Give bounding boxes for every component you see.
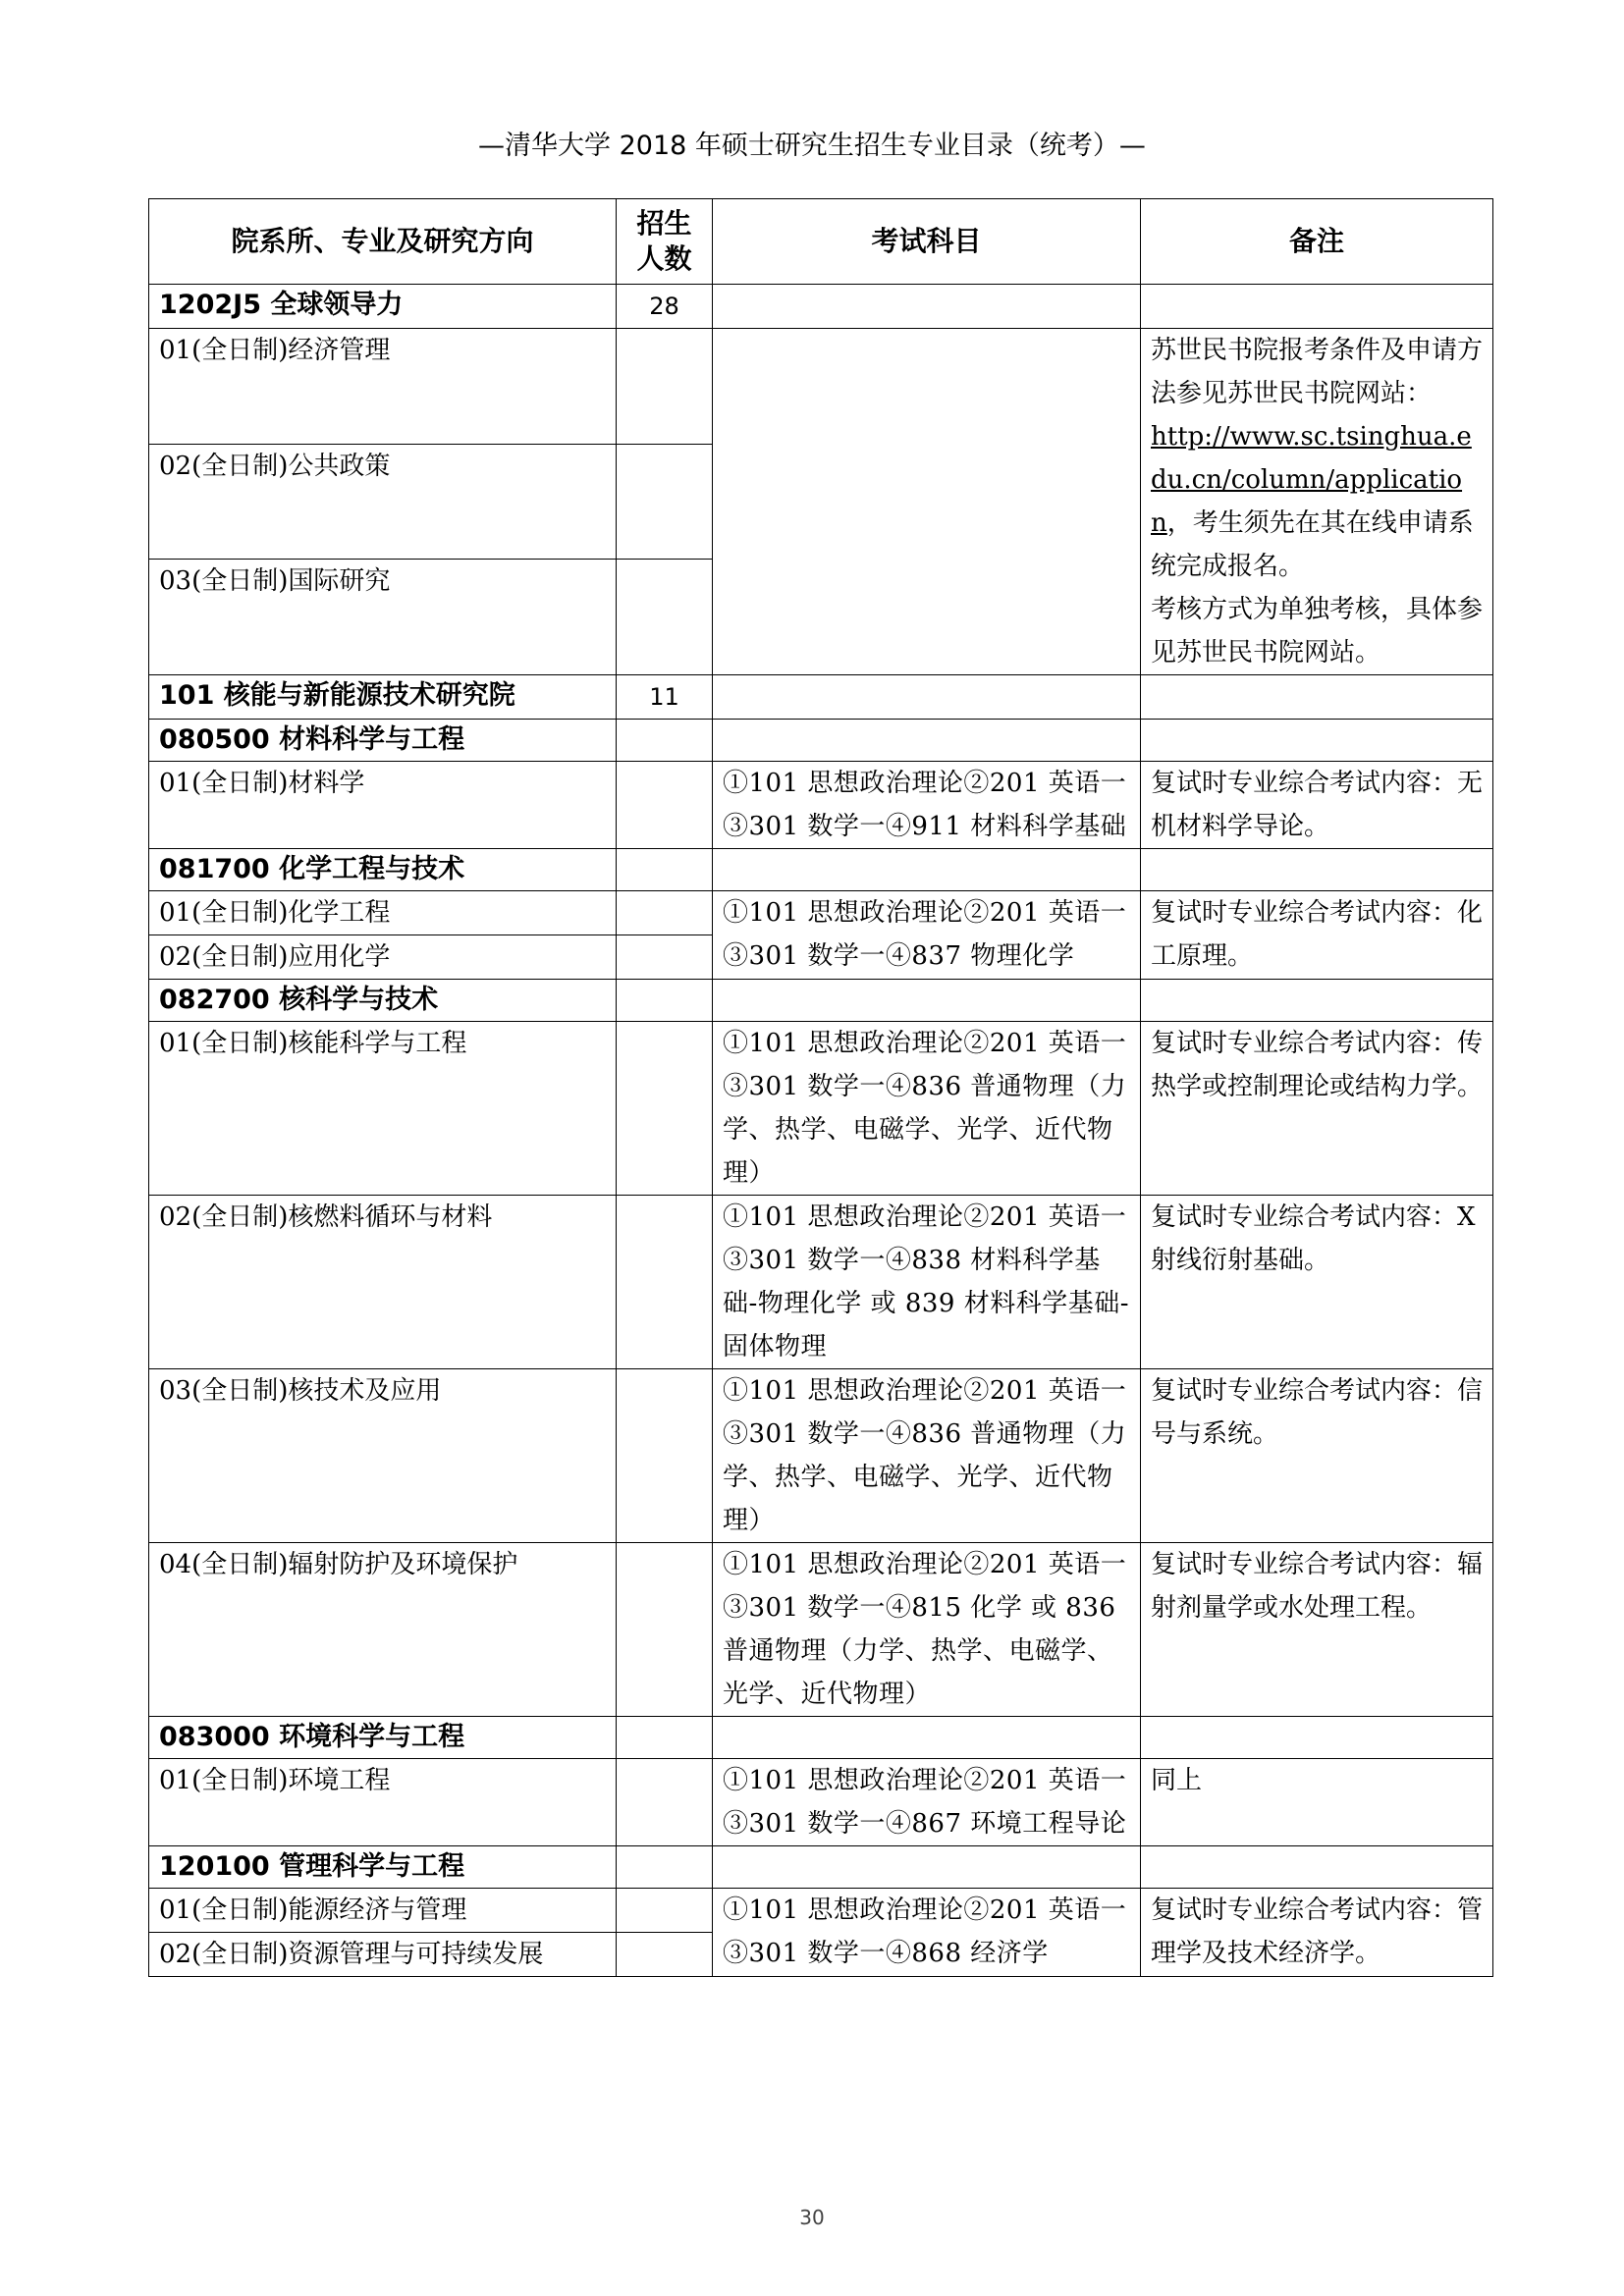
- direction-cell: 02(全日制)核燃料循环与材料: [149, 1196, 617, 1369]
- table-row: [149, 1196, 1493, 1369]
- column-header-program: 院系所、专业及研究方向: [149, 199, 617, 285]
- enrollment-count: [617, 720, 713, 762]
- note-cell: 复试时专业综合考试内容：辐射剂量学或水处理工程。: [1141, 1543, 1493, 1717]
- direction-cell: 03(全日制)国际研究: [149, 560, 617, 675]
- column-header-enrollment: [617, 199, 713, 285]
- note-cell: [1141, 329, 1493, 675]
- enrollment-count: [617, 1543, 713, 1717]
- table-row: [149, 891, 1493, 935]
- direction-cell: 02(全日制)资源管理与可持续发展: [149, 1933, 617, 1977]
- exam-cell: [713, 285, 1141, 329]
- major-title: 081700 化学工程与技术: [149, 849, 617, 891]
- major-title: 1202J5 全球领导力: [149, 285, 617, 329]
- enrollment-count: [617, 980, 713, 1022]
- note-cell: [1141, 720, 1493, 762]
- note-cell: [1141, 1846, 1493, 1889]
- enrollment-count: 28: [617, 285, 713, 329]
- table-row: [149, 849, 1493, 891]
- page-number: 30: [799, 2206, 825, 2229]
- exam-cell: [713, 1846, 1141, 1889]
- enrollment-count: [617, 1196, 713, 1369]
- exam-cell: [713, 675, 1141, 720]
- exam-cell: [713, 980, 1141, 1022]
- note-cell: 同上: [1141, 1759, 1493, 1846]
- exam-cell: [713, 720, 1141, 762]
- table-row: [149, 1543, 1493, 1717]
- enrollment-count: [617, 1717, 713, 1759]
- exam-cell: ①101 思想政治理论②201 英语一③301 数学一④868 经济学: [713, 1889, 1141, 1977]
- direction-cell: 01(全日制)化学工程: [149, 891, 617, 935]
- note-cell: [1141, 1717, 1493, 1759]
- table-row: [149, 980, 1493, 1022]
- enrollment-count: [617, 762, 713, 849]
- note-cell: 复试时专业综合考试内容：化工原理。: [1141, 891, 1493, 980]
- column-header-enrollment-line2: 人数: [636, 242, 692, 275]
- exam-cell: ①101 思想政治理论②201 英语一③301 数学一④836 普通物理（力学、热学、电磁学、光学、近代物理）: [713, 1369, 1141, 1543]
- enrollment-count: [617, 560, 713, 675]
- enrollment-count: [617, 1022, 713, 1196]
- major-title: 080500 材料科学与工程: [149, 720, 617, 762]
- note-cell: [1141, 980, 1493, 1022]
- exam-cell: [713, 849, 1141, 891]
- note-cell: 复试时专业综合考试内容：管理学及技术经济学。: [1141, 1889, 1493, 1977]
- note-text: 考核方式为单独考核，具体参见苏世民书院网站。: [1151, 595, 1484, 667]
- direction-cell: 02(全日制)应用化学: [149, 935, 617, 980]
- table-row: [149, 762, 1493, 849]
- note-text: ，考生须先在其在线申请系统完成报名。: [1151, 508, 1474, 581]
- column-header-exam: 考试科目: [713, 199, 1141, 285]
- exam-cell: ①101 思想政治理论②201 英语一③301 数学一④838 材料科学基础-物理化学 或 839 材料科学基础-固体物理: [713, 1196, 1141, 1369]
- exam-cell: ①101 思想政治理论②201 英语一③301 数学一④815 化学 或 836 普通物理（力学、热学、电磁学、光学、近代物理）: [713, 1543, 1141, 1717]
- major-title: 083000 环境科学与工程: [149, 1717, 617, 1759]
- major-title: 120100 管理科学与工程: [149, 1846, 617, 1889]
- enrollment-count: [617, 1933, 713, 1977]
- column-header-note: 备注: [1141, 199, 1493, 285]
- direction-cell: 01(全日制)能源经济与管理: [149, 1889, 617, 1933]
- page-title: —清华大学 2018 年硕士研究生招生专业目录（统考）—: [478, 131, 1146, 161]
- direction-cell: 01(全日制)材料学: [149, 762, 617, 849]
- major-title: 082700 核科学与技术: [149, 980, 617, 1022]
- table-row: [149, 720, 1493, 762]
- department-title: 101 核能与新能源技术研究院: [149, 675, 617, 720]
- program-catalog-table: [148, 198, 1493, 1977]
- table-row: [149, 675, 1493, 720]
- table-row: [149, 1846, 1493, 1889]
- exam-cell: ①101 思想政治理论②201 英语一③301 数学一④836 普通物理（力学、热学、电磁学、光学、近代物理）: [713, 1022, 1141, 1196]
- note-text: 苏世民书院报考条件及申请方法参见苏世民书院网站：: [1151, 336, 1484, 408]
- table-row: [149, 1717, 1493, 1759]
- enrollment-count: [617, 1846, 713, 1889]
- direction-cell: 04(全日制)辐射防护及环境保护: [149, 1543, 617, 1717]
- table-row: [149, 1759, 1493, 1846]
- column-header-enrollment-line1: 招生: [636, 207, 692, 240]
- enrollment-count: 11: [617, 675, 713, 720]
- enrollment-count: [617, 935, 713, 980]
- note-cell: [1141, 675, 1493, 720]
- exam-cell: [713, 1717, 1141, 1759]
- direction-cell: 02(全日制)公共政策: [149, 444, 617, 560]
- enrollment-count: [617, 849, 713, 891]
- table-row: [149, 1369, 1493, 1543]
- enrollment-count: [617, 1369, 713, 1543]
- exam-cell: [713, 329, 1141, 675]
- enrollment-count: [617, 444, 713, 560]
- enrollment-count: [617, 329, 713, 445]
- note-cell: [1141, 849, 1493, 891]
- direction-cell: 01(全日制)经济管理: [149, 329, 617, 445]
- enrollment-count: [617, 1759, 713, 1846]
- enrollment-count: [617, 1889, 713, 1933]
- note-cell: 复试时专业综合考试内容：传热学或控制理论或结构力学。: [1141, 1022, 1493, 1196]
- note-cell: 复试时专业综合考试内容：X 射线衍射基础。: [1141, 1196, 1493, 1369]
- note-cell: 复试时专业综合考试内容：无机材料学导论。: [1141, 762, 1493, 849]
- table-row: [149, 329, 1493, 445]
- schwarzman-college-link[interactable]: http://www.sc.tsinghua.edu.cn/column/application: [1151, 422, 1472, 538]
- direction-cell: 03(全日制)核技术及应用: [149, 1369, 617, 1543]
- note-cell: 复试时专业综合考试内容：信号与系统。: [1141, 1369, 1493, 1543]
- table-row: [149, 1889, 1493, 1933]
- table-header-row: [149, 199, 1493, 285]
- note-cell: [1141, 285, 1493, 329]
- enrollment-count: [617, 891, 713, 935]
- exam-cell: ①101 思想政治理论②201 英语一③301 数学一④837 物理化学: [713, 891, 1141, 980]
- direction-cell: 01(全日制)核能科学与工程: [149, 1022, 617, 1196]
- exam-cell: ①101 思想政治理论②201 英语一③301 数学一④867 环境工程导论: [713, 1759, 1141, 1846]
- exam-cell: ①101 思想政治理论②201 英语一③301 数学一④911 材料科学基础: [713, 762, 1141, 849]
- table-row: [149, 285, 1493, 329]
- table-row: [149, 1022, 1493, 1196]
- direction-cell: 01(全日制)环境工程: [149, 1759, 617, 1846]
